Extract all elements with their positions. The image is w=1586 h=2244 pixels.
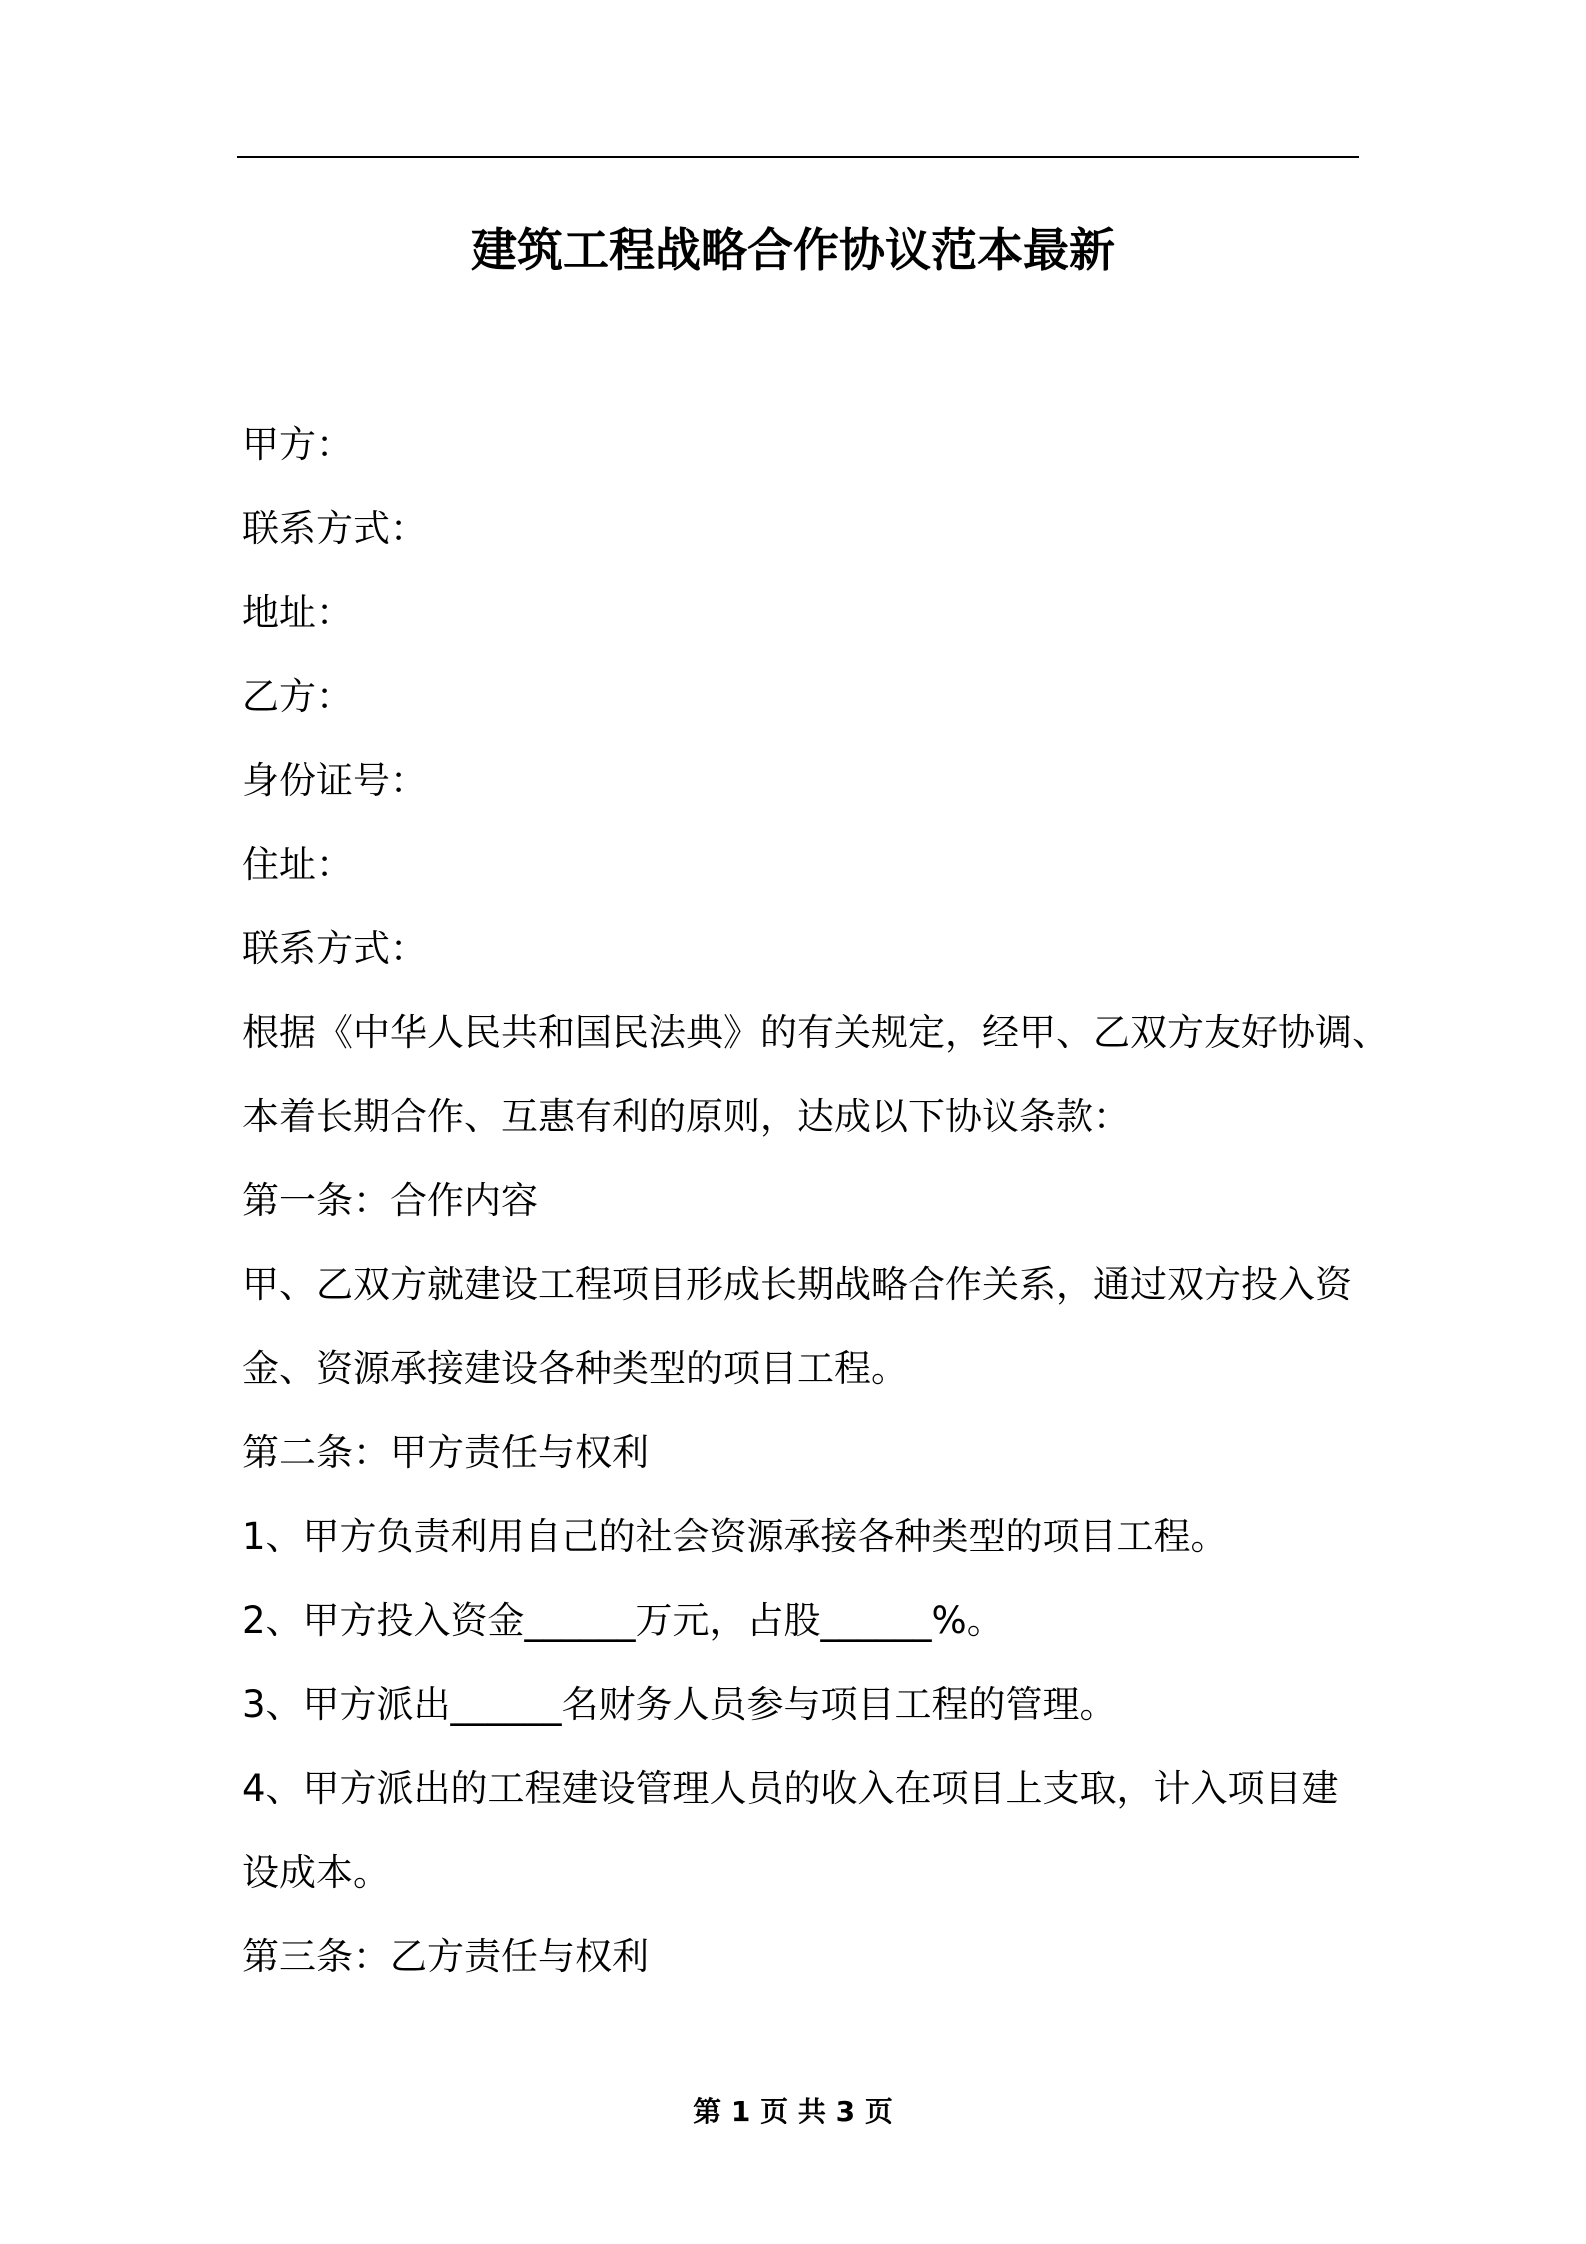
party-a-contact-label: 联系方式： (242, 507, 427, 550)
article-2-item-3: 3、甲方派出______名财务人员参与项目工程的管理。 (242, 1683, 1117, 1726)
preamble-line-2: 本着长期合作、互惠有利的原则，达成以下协议条款： (242, 1095, 1130, 1138)
document-title: 建筑工程战略合作协议范本最新 (471, 223, 1115, 277)
article-1-text-line-2: 金、资源承接建设各种类型的项目工程。 (242, 1347, 908, 1390)
preamble-line-1: 根据《中华人民共和国民法典》的有关规定，经甲、乙双方友好协调、 (242, 1011, 1389, 1054)
article-1-heading: 第一条：合作内容 (242, 1179, 538, 1222)
article-2-item-1: 1、甲方负责利用自己的社会资源承接各种类型的项目工程。 (242, 1515, 1228, 1558)
party-b-id-label: 身份证号： (242, 759, 427, 802)
article-2-item-4-line-2: 设成本。 (242, 1851, 390, 1894)
article-1-text-line-1: 甲、乙双方就建设工程项目形成长期战略合作关系，通过双方投入资 (242, 1263, 1352, 1306)
article-3-heading: 第三条：乙方责任与权利 (242, 1935, 649, 1978)
party-a-address-label: 地址： (242, 591, 353, 634)
party-b-residence-label: 住址： (242, 843, 353, 886)
party-b-contact-label: 联系方式： (242, 927, 427, 970)
page-footer: 第 1 页 共 3 页 (693, 2095, 893, 2128)
document-body (242, 403, 1389, 1999)
article-2-item-4-line-1: 4、甲方派出的工程建设管理人员的收入在项目上支取，计入项目建 (242, 1767, 1339, 1810)
party-a-label: 甲方： (242, 423, 353, 466)
article-2-heading: 第二条：甲方责任与权利 (242, 1431, 649, 1474)
header-rule (237, 156, 1359, 158)
party-b-label: 乙方： (242, 675, 353, 718)
article-2-item-2: 2、甲方投入资金______万元，占股______%。 (242, 1599, 1004, 1642)
